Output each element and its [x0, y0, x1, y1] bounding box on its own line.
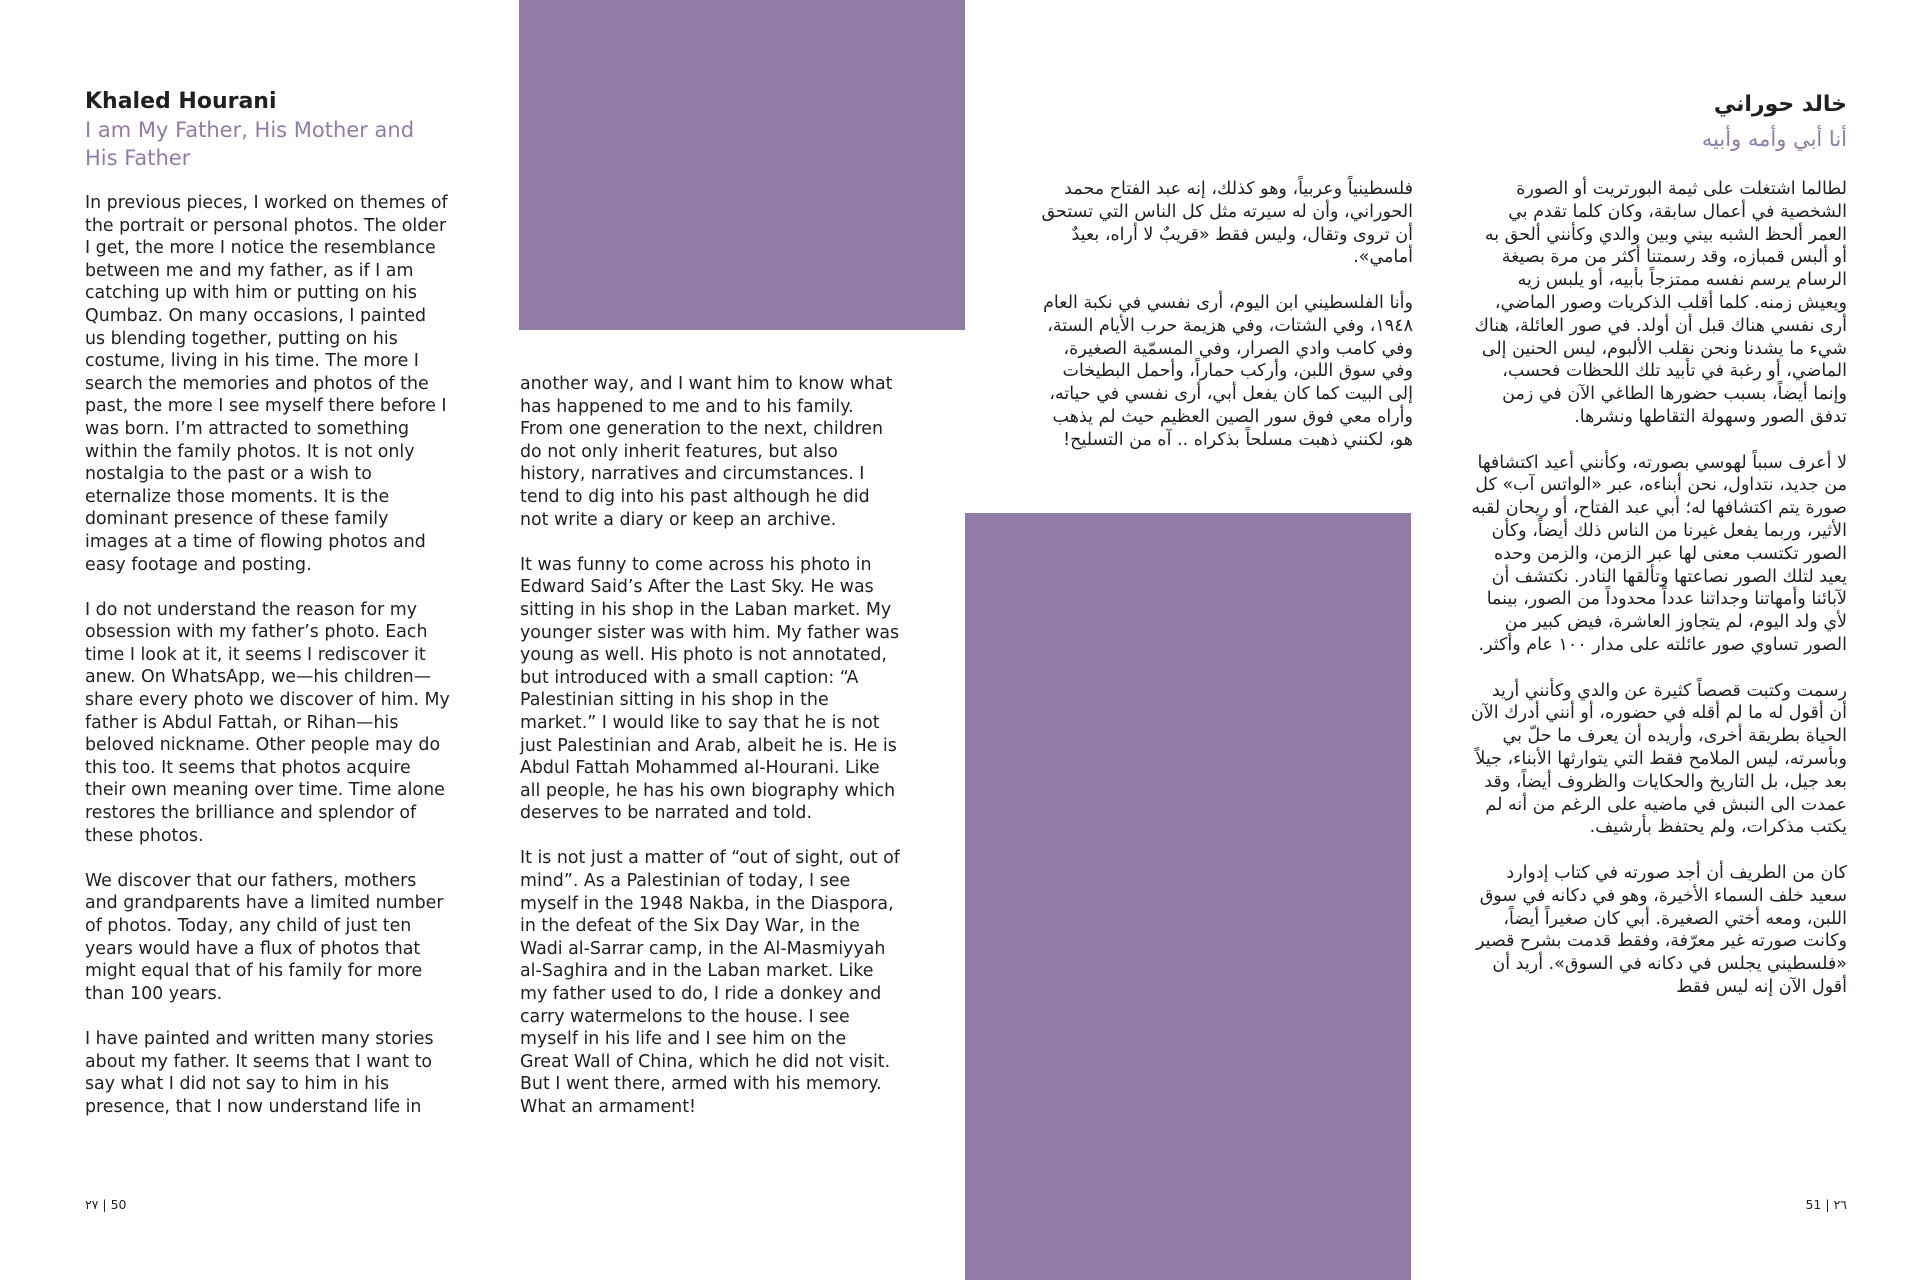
paragraph: another way, and I want him to know what has happened to me and to his family. From one generation to the next, children do not only inherit features, but also history, narratives and circumstances. I tend to dig into his past although he did not write a diary or keep an archive. [520, 374, 893, 530]
article-title-english: I am My Father, His Mother and His Father [85, 118, 415, 170]
paragraph: رسمت وكتبت قصصاً كثيرة عن والدي وكأنني أريد أن أقول له ما لم أقله في حضوره، أو أنني أدرك الآن الحياة بطريقة أخرى، وأريده أن يعرف ما حلّ بي وبأسرته، ليس الملامح فقط التي يتوارثها الأبناء، جيلاً بعد جيل، بل التاريخ والحكايات والظروف أيضاً، وقد عمدت الى النبش في ماضيه على الرغم من أنه لم يكتب مذكرات، ولم يحتفظ بأرشيف. [1470, 680, 1847, 838]
author-name-english: Khaled Hourani [85, 89, 277, 114]
paragraph: I have painted and written many stories about my father. It seems that I want to say what I did not say to him in his presence, that I now understand life in [85, 1028, 434, 1117]
paragraph: فلسطينياً وعربياً، وهو كذلك، إنه عبد الفتاح محمد الحوراني، وأن له سيرته مثل كل الناس التي تستحق أن تروى وتقال، وليس فقط «قريبٌ لا أراه، بعيدٌ أمامي». [1041, 179, 1413, 268]
paragraph: كان من الطريف أن أجد صورته في كتاب إدوارد سعيد خلف السماء الأخيرة، وهو في دكانه في سوق اللبن، ومعه أختي الصغيرة. أبي كان صغيراً أيضاً، وكانت صورته غير معرّفة، وفقط قدمت بشرح قصير «فلسطيني يجلس في دكانه في السوق». أريد أن أقول الآن إنه ليس فقط [1476, 862, 1847, 997]
paragraph: We discover that our fathers, mothers and grandparents have a limited number of photos. Today, any child of just ten years would have a flux of photos that might equal that of his family for more than 100 years. [85, 870, 444, 1004]
page-number-right: 51 | ٢٦ [1805, 1197, 1847, 1212]
paragraph: It was funny to come across his photo in Edward Said’s After the Last Sky. He was sitting in his shop in the Laban market. My younger sister was with him. My father was young as well. His photo is not annotated, but introduced with a small caption: “A Palestinian sitting in his shop in the market.” I would like to say that he is not just Palestinian and Arab, albeit he is. He is Abdul Fattah Mohammed al-Hourani. Like all people, he has his own biography which deserves to be narrated and told. [520, 554, 900, 824]
author-name-arabic: خالد حوراني [1713, 92, 1847, 117]
arabic-column-1 [1470, 178, 1847, 1021]
english-column-2 [520, 373, 900, 1141]
paragraph: لا أعرف سبباً لهوسي بصورته، وكأنني أعيد اكتشافها من جديد، نتداول، نحن أبناءه، عبر «الواتس آب» كل صورة يتم اكتشافها له؛ أبي عبد الفتاح، أو ريحان لقبه الأثير، وربما يفعل غيرنا من الناس ذلك أيضاً، وكأن الصور تكتسب معنى لها عبر الزمن، والزمن وحده يعيد لتلك الصور نصاعتها وتألقها النادر. نكتشف أن لآبائنا وأمهاتنا وجداتنا عدداً محدوداً من الصور، بينما لأي ولد اليوم، لم يتجاوز العاشرة، فيض كبير من الصور تساوي صور عائلته على مدار ١٠٠ عام وأكثر. [1471, 452, 1847, 655]
paragraph: In previous pieces, I worked on themes of the portrait or personal photos. The older I get, the more I notice the resemblance between me and my father, as if I am catching up with him or putting on his Qumbaz. On many occasions, I painted us blending together, putting on his costume, living in his time. The more I search the memories and photos of the past, the more I see myself there before I was born. I’m attracted to something within the family photos. It is not only nostalgia to the past or a wish to eternalize those moments. It is the dominant presence of these family images at a time of flowing photos and easy footage and posting. [85, 193, 448, 575]
paragraph: I do not understand the reason for my obsession with my father’s photo. Each time I look at it, it seems I rediscover it anew. On WhatsApp, we—his children—share every photo we discover of him. My father is Abdul Fattah, or Rihan—his beloved nickname. Other people may do this too. It seems that photos acquire their own meaning over time. Time alone restores the brilliance and splendor of these photos. [85, 599, 450, 846]
paragraph: وأنا الفلسطيني ابن اليوم، أرى نفسي في نكبة العام ١٩٤٨، وفي الشتات، وفي هزيمة حرب الأيام الستة، وفي كامب وادي الصرار، وفي المسمّية الصغيرة، وفي سوق اللبن، وأركب حماراً، وأحمل البطيخات إلى البيت كما كان يفعل أبي، أرى نفسي في حياته، وأراه معي فوق سور الصين العظيم حيث لم يذهب هو، لكنني ذهبت مسلحاً بذكراه .. آه من التسليح! [1043, 292, 1413, 450]
decorative-purple-block-top [519, 0, 965, 330]
page-number-left: ٢٧ | 50 [85, 1197, 127, 1212]
english-column-1 [85, 192, 450, 1141]
article-title-arabic: أنا أبي وأمه وأبيه [1701, 127, 1847, 151]
arabic-column-2 [1040, 178, 1413, 474]
paragraph: لطالما اشتغلت على ثيمة البورتريت أو الصورة الشخصية في أعمال سابقة، وكان كلما تقدم بي العمر ألحظ الشبه بيني وبين والدي وكأنني ألحق به أو ألبس قمبازه، وقد رسمتنا أكثر من مرة بصيغة الرسام يرسم نفسه ممتزجاً بأبيه، أو يلبس زيه ويعيش زمنه. كلما أقلب الذكريات وصور الماضي، أرى نفسي هناك قبل أن أولد. في صور العائلة، هناك شيء ما يشدنا ونحن نقلب الألبوم، ليس الحنين إلى الماضي، أو رغبة في تأبيد تلك اللحظات فحسب، وإنما أيضاً، بسبب حضورها الطاغي الآن في زمن تدفق الصور وسهولة التقاطها ونشرها. [1474, 179, 1847, 427]
paragraph: It is not just a matter of “out of sight, out of mind”. As a Palestinian of today, I see myself in the 1948 Nakba, in the Diaspora, in the defeat of the Six Day War, in the Wadi al-Sarrar camp, in the Al-Masmiyyah al-Saghira and in the Laban market. Like my father used to do, I ride a donkey and carry watermelons to the house. I see myself in his life and I see him on the Great Wall of China, which he did not visit. But I went there, armed with his memory. What an armament! [520, 848, 900, 1117]
